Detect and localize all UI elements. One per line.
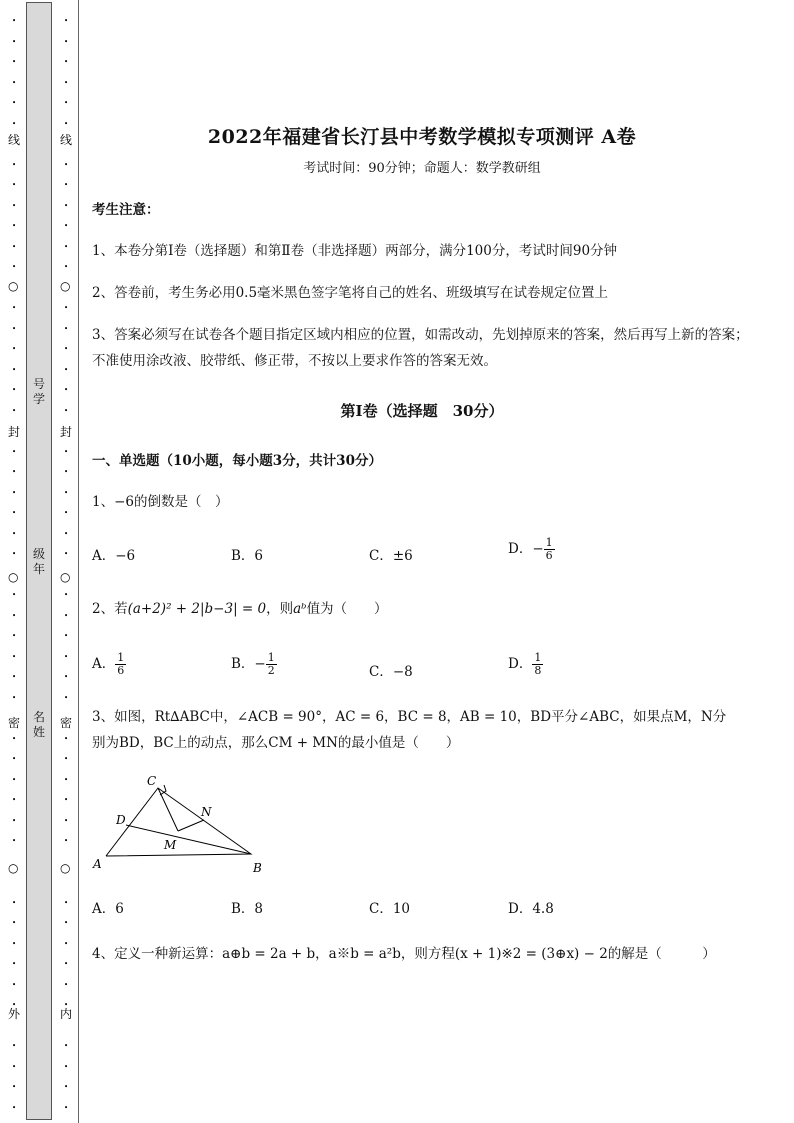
dot: •: [12, 1001, 17, 1009]
dot: •: [12, 324, 17, 333]
question-3-stem-line1: 3、如图，Rt∆ABC中，∠ACB = 90°，AC = 6，BC = 8，AB = 10，BD平分∠ABC，如果点M，N分: [92, 709, 727, 725]
dot: •: [12, 755, 17, 763]
dot: •: [64, 1062, 69, 1071]
q2-equation: (a+2)² + 2|b−3| = 0: [127, 601, 267, 617]
dot: •: [64, 816, 69, 825]
dot: •: [64, 898, 69, 907]
part-heading: 一、单选题（10小题，每小题3分，共计30分）: [92, 453, 382, 469]
dot: •: [64, 58, 69, 66]
dot: •: [64, 919, 69, 927]
dot: •: [64, 365, 69, 374]
fig-label-n: N: [201, 805, 212, 819]
dot: •: [64, 652, 69, 661]
q2-option-b: B．− $\frac{1}{2}$: [231, 651, 275, 677]
dot: •: [64, 529, 69, 538]
dot: •: [12, 99, 17, 107]
fig-label-b: B: [253, 861, 262, 875]
dot: •: [64, 160, 69, 169]
dot: •: [12, 1042, 17, 1050]
dot: •: [64, 345, 69, 353]
dot: •: [12, 488, 17, 497]
dot: •: [64, 755, 69, 763]
dot: •: [64, 509, 69, 517]
dot: •: [64, 1083, 69, 1091]
binding-mark: ○: [60, 570, 71, 584]
binding-divider: [78, 0, 79, 1123]
dot: •: [64, 837, 69, 845]
dot: •: [12, 58, 17, 66]
triangle-figure: [88, 768, 278, 878]
q2-expression: aᵇ: [293, 601, 307, 617]
dot: •: [12, 775, 17, 784]
q2-option-d: D． $\frac{1}{8}$: [508, 651, 542, 677]
binding-mark: 密: [60, 716, 73, 730]
dot: •: [12, 304, 17, 312]
dot: •: [12, 37, 17, 46]
dot: •: [64, 119, 69, 128]
q3-option-c: C．10: [369, 901, 411, 917]
dot: •: [64, 775, 69, 784]
dot: •: [12, 529, 17, 538]
q2-option-c: C．−8: [369, 664, 413, 680]
dot: •: [64, 99, 69, 107]
dot: •: [64, 980, 69, 989]
dot: •: [12, 160, 17, 169]
dot: •: [12, 898, 17, 907]
q1-option-a: A．−6: [92, 548, 136, 564]
dot: •: [64, 406, 69, 415]
q3-option-b: B．8: [231, 901, 264, 917]
binding-mark: 外: [8, 1007, 21, 1021]
dot: •: [64, 960, 69, 968]
dot: •: [12, 365, 17, 374]
dot: •: [64, 939, 69, 948]
binding-mark: 密: [8, 716, 21, 730]
q1-option-d: [508, 537, 555, 562]
dot: •: [64, 734, 69, 743]
dot: •: [12, 201, 17, 210]
dot: •: [12, 386, 17, 394]
dot: •: [12, 263, 17, 271]
fig-label-a: A: [93, 857, 102, 871]
dot: •: [64, 796, 69, 804]
dot: •: [64, 1001, 69, 1009]
binding-mark: 线: [60, 133, 73, 147]
dot: •: [64, 222, 69, 230]
binding-mark: ○: [8, 570, 19, 584]
dot: •: [12, 345, 17, 353]
dot: •: [64, 632, 69, 640]
binding-mark: 内: [60, 1007, 73, 1021]
dot: •: [12, 632, 17, 640]
dot: •: [12, 796, 17, 804]
dot: •: [12, 550, 17, 558]
dot: •: [64, 611, 69, 620]
fig-label-d: D: [116, 813, 126, 827]
dot: •: [64, 1042, 69, 1050]
dot: •: [12, 837, 17, 845]
dot: •: [12, 119, 17, 128]
binding-mark: 封: [8, 425, 21, 439]
dot: •: [12, 406, 17, 415]
dot: •: [12, 222, 17, 230]
dot: •: [64, 324, 69, 333]
dot: •: [64, 468, 69, 476]
dot: •: [12, 611, 17, 620]
dot: •: [64, 550, 69, 558]
dot: •: [12, 1083, 17, 1091]
exam-subtitle: 考试时间：90分钟；命题人：数学教研组: [303, 161, 541, 176]
q2-option-a: A． $\frac{1}{6}$: [92, 651, 125, 677]
dot: •: [64, 447, 69, 456]
binding-mark: ○: [8, 279, 19, 293]
binding-mark: 封: [60, 425, 73, 439]
name-label: 名姓: [32, 710, 45, 739]
binding-mark: ○: [60, 861, 71, 875]
dot: •: [64, 17, 69, 25]
dot: •: [12, 181, 17, 189]
q1-option-b: B．6: [231, 548, 264, 564]
dot: •: [64, 201, 69, 210]
dot: •: [64, 673, 69, 681]
dot: •: [12, 78, 17, 87]
dot: •: [12, 693, 17, 702]
binding-mark: 线: [8, 133, 21, 147]
dot: •: [64, 693, 69, 702]
dot: •: [64, 263, 69, 271]
notice-item-2: 2、答卷前，考生务必用0.5毫米黑色签字笔将自己的姓名、班级填写在试卷规定位置上: [92, 285, 609, 301]
dot: •: [64, 591, 69, 599]
class-label: 级年: [32, 547, 45, 576]
question-1-stem: 1、−6的倒数是（ ）: [92, 494, 229, 510]
dot: •: [12, 734, 17, 743]
dot: •: [12, 673, 17, 681]
q3-option-d: D．4.8: [508, 901, 554, 917]
dot: •: [12, 1062, 17, 1071]
dot: •: [64, 78, 69, 87]
question-4-stem: 4、定义一种新运算：a⊕b = 2a + b，a※b = a²b，则方程(x + 1)※2 = (3⊕x) − 2的解是（ ）: [92, 946, 716, 962]
dot: •: [12, 652, 17, 661]
binding-mark: ○: [60, 279, 71, 293]
dot: •: [64, 37, 69, 46]
notice-item-3: 3、答案必须写在试卷各个题目指定区域内相应的位置，如需改动，先划掉原来的答案，然后再写上新的答案；不准使用涂改液、胶带纸、修正带，不按以上要求作答的答案无效。: [92, 327, 749, 369]
dot: •: [64, 304, 69, 312]
dot: •: [64, 1103, 69, 1112]
q1-option-d-label: D．−: [508, 541, 544, 557]
dot: •: [64, 386, 69, 394]
dot: •: [12, 980, 17, 989]
question-2-stem: 2、若(a+2)² + 2|b−3| = 0，则aᵇ值为（ ）: [92, 601, 388, 617]
q3-option-a: A．6: [92, 901, 124, 917]
question-3-stem-line2: 别为BD，BC上的动点，那么CM + MN的最小值是（ ）: [92, 735, 460, 751]
dot: •: [64, 242, 69, 251]
fig-label-c: C: [147, 774, 157, 788]
dot: •: [64, 181, 69, 189]
notice-item-1: 1、本卷分第Ⅰ卷（选择题）和第Ⅱ卷（非选择题）两部分，满分100分，考试时间90分钟: [92, 243, 618, 259]
dot: •: [12, 447, 17, 456]
dot: •: [12, 960, 17, 968]
q1-option-c: C．±6: [369, 548, 413, 564]
binding-mark: ○: [8, 861, 19, 875]
dot: •: [12, 509, 17, 517]
notice-heading: 考生注意：: [92, 202, 160, 218]
dot: •: [12, 1103, 17, 1112]
dot: •: [12, 17, 17, 25]
dot: •: [12, 468, 17, 476]
section-title: 第Ⅰ卷（选择题 30分）: [340, 402, 504, 420]
dot: •: [64, 488, 69, 497]
fig-label-m: M: [164, 838, 177, 852]
dot: •: [12, 242, 17, 251]
student-id-label: 号学: [32, 377, 45, 406]
dot: •: [12, 591, 17, 599]
dot: •: [12, 919, 17, 927]
dot: •: [12, 939, 17, 948]
q1-option-d-fraction: $\frac{1}{6}$: [545, 536, 553, 562]
dot: •: [12, 816, 17, 825]
exam-title: 2022年福建省长汀县中考数学模拟专项测评 A卷: [207, 126, 637, 148]
